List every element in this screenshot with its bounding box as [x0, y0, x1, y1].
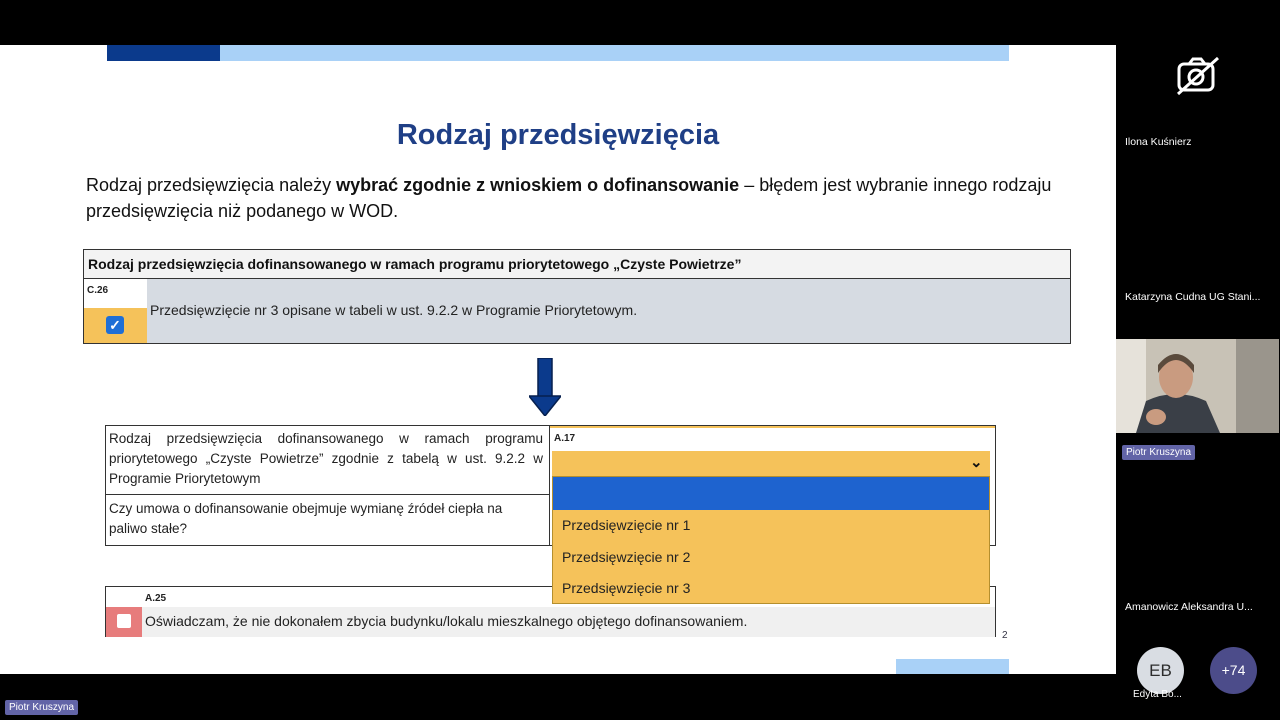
- footer-bar: [896, 659, 1009, 674]
- field-code: C.26: [87, 285, 109, 296]
- slide-body-bold: wybrać zgodnie z wnioskiem o dofinansowanie: [336, 175, 740, 195]
- header-bar-dark: [107, 45, 220, 61]
- dropdown-option[interactable]: Przedsięwzięcie nr 1: [562, 517, 691, 533]
- declaration-text: Oświadczam, że nie dokonałem zbycia budynku/lokalu mieszkalnego objętego dofinansowaniem.: [145, 613, 748, 629]
- avatar[interactable]: EB: [1137, 647, 1184, 694]
- field-top-border: [550, 426, 995, 428]
- header-bar-light: [220, 45, 1009, 61]
- participant-name: Amanowicz Aleksandra U...: [1125, 601, 1253, 613]
- unchecked-checkbox[interactable]: [117, 614, 131, 628]
- form-label-cell: [106, 426, 550, 495]
- dropdown-option[interactable]: Przedsięwzięcie nr 2: [562, 549, 691, 565]
- participant-name: Ilona Kuśnierz: [1125, 136, 1192, 148]
- form-table-header-text: Rodzaj przedsięwzięcia dofinansowanego w ramach programu priorytetowego „Czyste Powietrze”: [88, 256, 742, 272]
- form-label-text: Rodzaj przedsięwzięcia dofinansowanego w ramach programu priorytetowego „Czyste Powietrze” zgodnie z tabelą w ust. 9.2.2 w Programie Priorytetowym: [109, 431, 543, 486]
- slide-title: Rodzaj przedsięwzięcia: [396, 119, 720, 151]
- form-table-row: [106, 607, 995, 637]
- speaker-video: [1116, 339, 1279, 433]
- field-code: A.17: [554, 433, 576, 444]
- slide-body: [86, 172, 1076, 224]
- participant-name: Edyta Bo...: [1133, 689, 1182, 700]
- speaker-name-tag: Piotr Kruszyna: [1122, 445, 1195, 460]
- checkbox-cell: [106, 607, 142, 637]
- form-label-text: Czy umowa o dofinansowanie obejmuje wymianę źródeł ciepła na paliwo stałe?: [109, 501, 503, 536]
- field-code: A.25: [145, 593, 167, 604]
- participant-name: Katarzyna Cudna UG Stani...: [1125, 291, 1261, 303]
- project-type-select[interactable]: [552, 451, 990, 476]
- form-table-c26: [83, 249, 1071, 344]
- slide-body-text-2: – błędem jest wybranie innego rodzaju przedsięwzięcia niż podanego w WOD.: [86, 175, 1052, 221]
- page-number: 2: [1002, 630, 1008, 641]
- camera-off-icon: [1176, 56, 1220, 96]
- dropdown-options: [552, 476, 990, 604]
- form-row-text: Przedsięwzięcie nr 3 opisane w tabeli w ust. 9.2.2 w Programie Priorytetowym.: [150, 302, 638, 318]
- form-table-row: [84, 279, 1070, 343]
- more-participants-button[interactable]: +74: [1210, 647, 1257, 694]
- checked-checkbox[interactable]: ✓: [106, 316, 124, 334]
- checkbox-cell: [84, 308, 147, 343]
- chevron-down-icon: ⌄: [970, 454, 983, 471]
- dropdown-option[interactable]: Przedsięwzięcie nr 3: [562, 580, 691, 596]
- dropdown-option-empty[interactable]: [553, 477, 989, 510]
- field-code-cell: [84, 279, 147, 343]
- arrow-down-icon: [529, 358, 561, 416]
- presenter-name-tag: Piotr Kruszyna: [5, 700, 78, 715]
- speaker-video-image: [1116, 339, 1279, 433]
- form-label-cell: [106, 495, 550, 545]
- slide-body-text-1: Rodzaj przedsięwzięcia należy: [86, 175, 337, 195]
- form-table-header: [84, 250, 1070, 279]
